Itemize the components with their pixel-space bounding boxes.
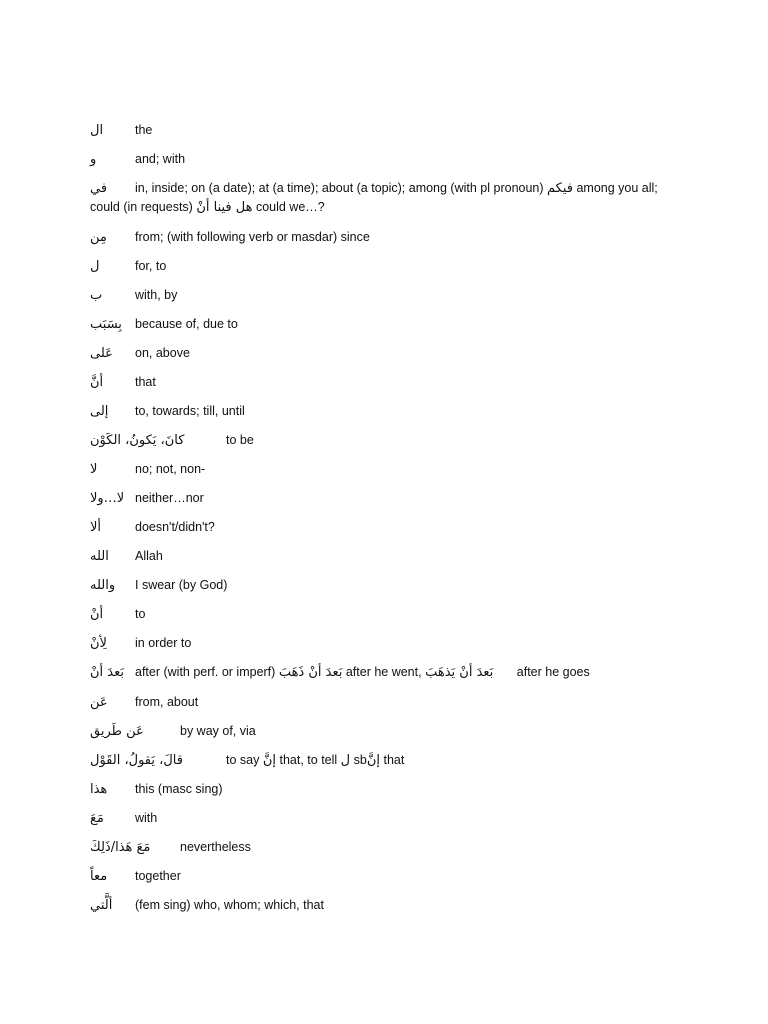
arabic-term: أنْ bbox=[90, 607, 104, 622]
arabic-term: الله bbox=[90, 549, 109, 564]
arabic-term: في bbox=[90, 181, 108, 196]
definition: after he goes bbox=[516, 665, 590, 679]
definition: from, about bbox=[135, 695, 199, 709]
vocab-entry bbox=[90, 634, 680, 653]
definition: to be bbox=[226, 433, 254, 447]
arabic-term: إلى bbox=[90, 404, 109, 419]
definition: and; with bbox=[135, 152, 186, 166]
definition: no; not, non- bbox=[135, 462, 206, 476]
arabic-example: ل bbox=[340, 753, 351, 768]
definition: the bbox=[135, 123, 153, 137]
vocab-entry bbox=[90, 286, 680, 305]
vocab-entry bbox=[90, 179, 680, 217]
definition: to bbox=[135, 607, 146, 621]
vocab-entry bbox=[90, 402, 680, 421]
vocab-entry bbox=[90, 867, 680, 886]
definition: to, towards; till, until bbox=[135, 404, 245, 418]
definition: that bbox=[135, 375, 156, 389]
vocab-entry bbox=[90, 780, 680, 799]
vocab-entry bbox=[90, 751, 680, 770]
vocab-entry bbox=[90, 896, 680, 915]
arabic-example: بَعدَ أنْ يَذهَبَ bbox=[425, 665, 494, 680]
arabic-term: لا…ولا bbox=[90, 491, 125, 506]
vocab-entry bbox=[90, 722, 680, 741]
arabic-term: والله bbox=[90, 578, 116, 593]
vocab-entry bbox=[90, 547, 680, 566]
vocab-entry bbox=[90, 431, 680, 450]
arabic-term: بَعدَ أنْ bbox=[90, 665, 125, 680]
definition: neither…nor bbox=[135, 491, 204, 505]
definition: doesn't/didn't? bbox=[135, 520, 215, 534]
arabic-term: كانَ، يَكونُ، الكَوْن bbox=[90, 433, 185, 448]
arabic-term: أنَّ bbox=[90, 375, 104, 390]
arabic-term: عَن bbox=[90, 695, 108, 710]
vocab-entry bbox=[90, 121, 680, 140]
definition: Allah bbox=[135, 549, 163, 563]
definition: nevertheless bbox=[180, 840, 251, 854]
arabic-example: فيكم bbox=[547, 181, 573, 196]
vocab-entry bbox=[90, 489, 680, 508]
definition: together bbox=[135, 869, 181, 883]
arabic-term: لا bbox=[90, 462, 98, 477]
vocab-entry bbox=[90, 693, 680, 712]
arabic-term: مِن bbox=[90, 230, 107, 245]
arabic-example: إنَّ bbox=[262, 753, 277, 768]
arabic-term: و bbox=[90, 152, 97, 167]
definition: (fem sing) who, whom; which, that bbox=[135, 898, 324, 912]
arabic-term: مَعَ هَذا/ذَلِكَ bbox=[90, 840, 151, 855]
vocab-entry bbox=[90, 518, 680, 537]
vocab-entry bbox=[90, 809, 680, 828]
definition: could we…? bbox=[255, 200, 325, 214]
vocab-entry bbox=[90, 373, 680, 392]
vocab-entry bbox=[90, 228, 680, 247]
definition: in, inside; on (a date); at (a time); about (a topic); among (with pl pronoun) bbox=[135, 181, 544, 195]
arabic-term: قالَ، يَقولُ، القَوْل bbox=[90, 753, 183, 768]
definition: in order to bbox=[135, 636, 192, 650]
definition: by way of, via bbox=[180, 724, 256, 738]
vocab-entry bbox=[90, 460, 680, 479]
arabic-term: هذا bbox=[90, 782, 108, 797]
definition: for, to bbox=[135, 259, 167, 273]
definition: that, to tell bbox=[279, 753, 338, 767]
arabic-term: ل bbox=[90, 259, 100, 274]
arabic-term: عَن طَريق bbox=[90, 724, 144, 739]
arabic-term: مَعَ bbox=[90, 811, 104, 826]
definition: among you all; could (in requests) bbox=[90, 181, 658, 214]
arabic-term: عَلى bbox=[90, 346, 113, 361]
arabic-example: بَعدَ أنْ ذَهَبَ bbox=[278, 665, 343, 680]
definition: this (masc sing) bbox=[135, 782, 223, 796]
definition: I swear (by God) bbox=[135, 578, 228, 592]
arabic-term: لِأنْ bbox=[90, 636, 107, 651]
arabic-term: ب bbox=[90, 288, 103, 303]
definition: after (with perf. or imperf) bbox=[135, 665, 276, 679]
definition: sb bbox=[353, 753, 367, 767]
definition: after he went, bbox=[345, 665, 422, 679]
arabic-term: ألا bbox=[90, 520, 102, 535]
vocab-entry bbox=[90, 150, 680, 169]
vocab-entry bbox=[90, 576, 680, 595]
vocab-entry bbox=[90, 605, 680, 624]
arabic-term: ألَّتي bbox=[90, 898, 113, 913]
definition: with, by bbox=[135, 288, 178, 302]
vocab-entry bbox=[90, 344, 680, 363]
vocab-entry bbox=[90, 663, 680, 682]
definition: that bbox=[383, 753, 405, 767]
arabic-term: معاً bbox=[90, 869, 108, 884]
definition: on, above bbox=[135, 346, 190, 360]
arabic-term: بِسَبَب bbox=[90, 317, 122, 332]
definition: because of, due to bbox=[135, 317, 238, 331]
vocab-entry bbox=[90, 257, 680, 276]
arabic-example: إنَّ bbox=[366, 753, 380, 768]
vocab-entry bbox=[90, 315, 680, 334]
definition: to say bbox=[226, 753, 260, 767]
arabic-example: هل فينا أنْ bbox=[196, 200, 253, 215]
definition: from; (with following verb or masdar) since bbox=[135, 230, 370, 244]
definition: with bbox=[135, 811, 158, 825]
arabic-term: ال bbox=[90, 123, 104, 138]
vocab-entry bbox=[90, 838, 680, 857]
